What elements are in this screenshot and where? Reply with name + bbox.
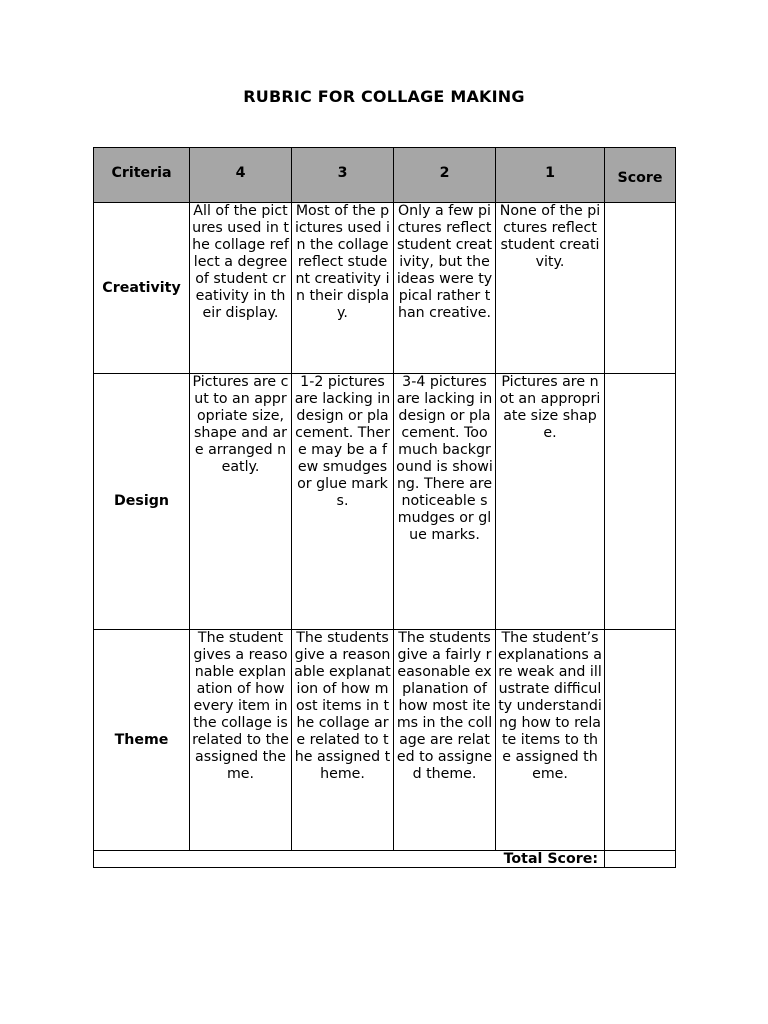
total-row xyxy=(94,851,676,868)
page-title: RUBRIC FOR COLLAGE MAKING xyxy=(243,87,525,106)
header-score: Score xyxy=(605,148,676,203)
header-level-3: 3 xyxy=(292,148,394,203)
header-level-4: 4 xyxy=(190,148,292,203)
design-level-2: 3-4 pictures are lacking in design or placement. Too much background is showing. There are noticeable smudges or glue marks. xyxy=(394,374,496,630)
creativity-level-1: None of the pictures reflect student creativity. xyxy=(496,203,605,374)
table-row-theme xyxy=(94,630,676,851)
criterion-creativity: Creativity xyxy=(94,203,190,374)
design-level-4: Pictures are cut to an appropriate size, shape and are arranged neatly. xyxy=(190,374,292,630)
criterion-theme: Theme xyxy=(94,630,190,851)
creativity-score-cell[interactable] xyxy=(605,203,676,374)
theme-level-1: The student’s explanations are weak and illustrate difficulty understanding how to relate items to the assigned theme. xyxy=(496,630,605,851)
header-row xyxy=(94,148,676,203)
creativity-level-2: Only a few pictures reflect student creativity, but the ideas were typical rather than creative. xyxy=(394,203,496,374)
total-score-cell[interactable] xyxy=(605,851,676,868)
header-criteria: Criteria xyxy=(94,148,190,203)
theme-level-3: The students give a reasonable explanation of how most items in the collage are related to the assigned theme. xyxy=(292,630,394,851)
header-level-1: 1 xyxy=(496,148,605,203)
table-row-creativity xyxy=(94,203,676,374)
theme-level-2: The students give a fairly reasonable explanation of how most items in the collage are related to assigned theme. xyxy=(394,630,496,851)
creativity-level-3: Most of the pictures used in the collage reflect student creativity in their display. xyxy=(292,203,394,374)
design-score-cell[interactable] xyxy=(605,374,676,630)
rubric-table xyxy=(93,147,676,868)
theme-level-4: The student gives a reasonable explanation of how every item in the collage is related to the assigned theme. xyxy=(190,630,292,851)
table-row-design xyxy=(94,374,676,630)
design-level-1: Pictures are not an appropriate size shape. xyxy=(496,374,605,630)
design-level-3: 1-2 pictures are lacking in design or placement. There may be a few smudges or glue marks. xyxy=(292,374,394,630)
total-score-label: Total Score: xyxy=(94,851,605,868)
criterion-design: Design xyxy=(94,374,190,630)
creativity-level-4: All of the pictures used in the collage reflect a degree of student creativity in their display. xyxy=(190,203,292,374)
theme-score-cell[interactable] xyxy=(605,630,676,851)
header-level-2: 2 xyxy=(394,148,496,203)
